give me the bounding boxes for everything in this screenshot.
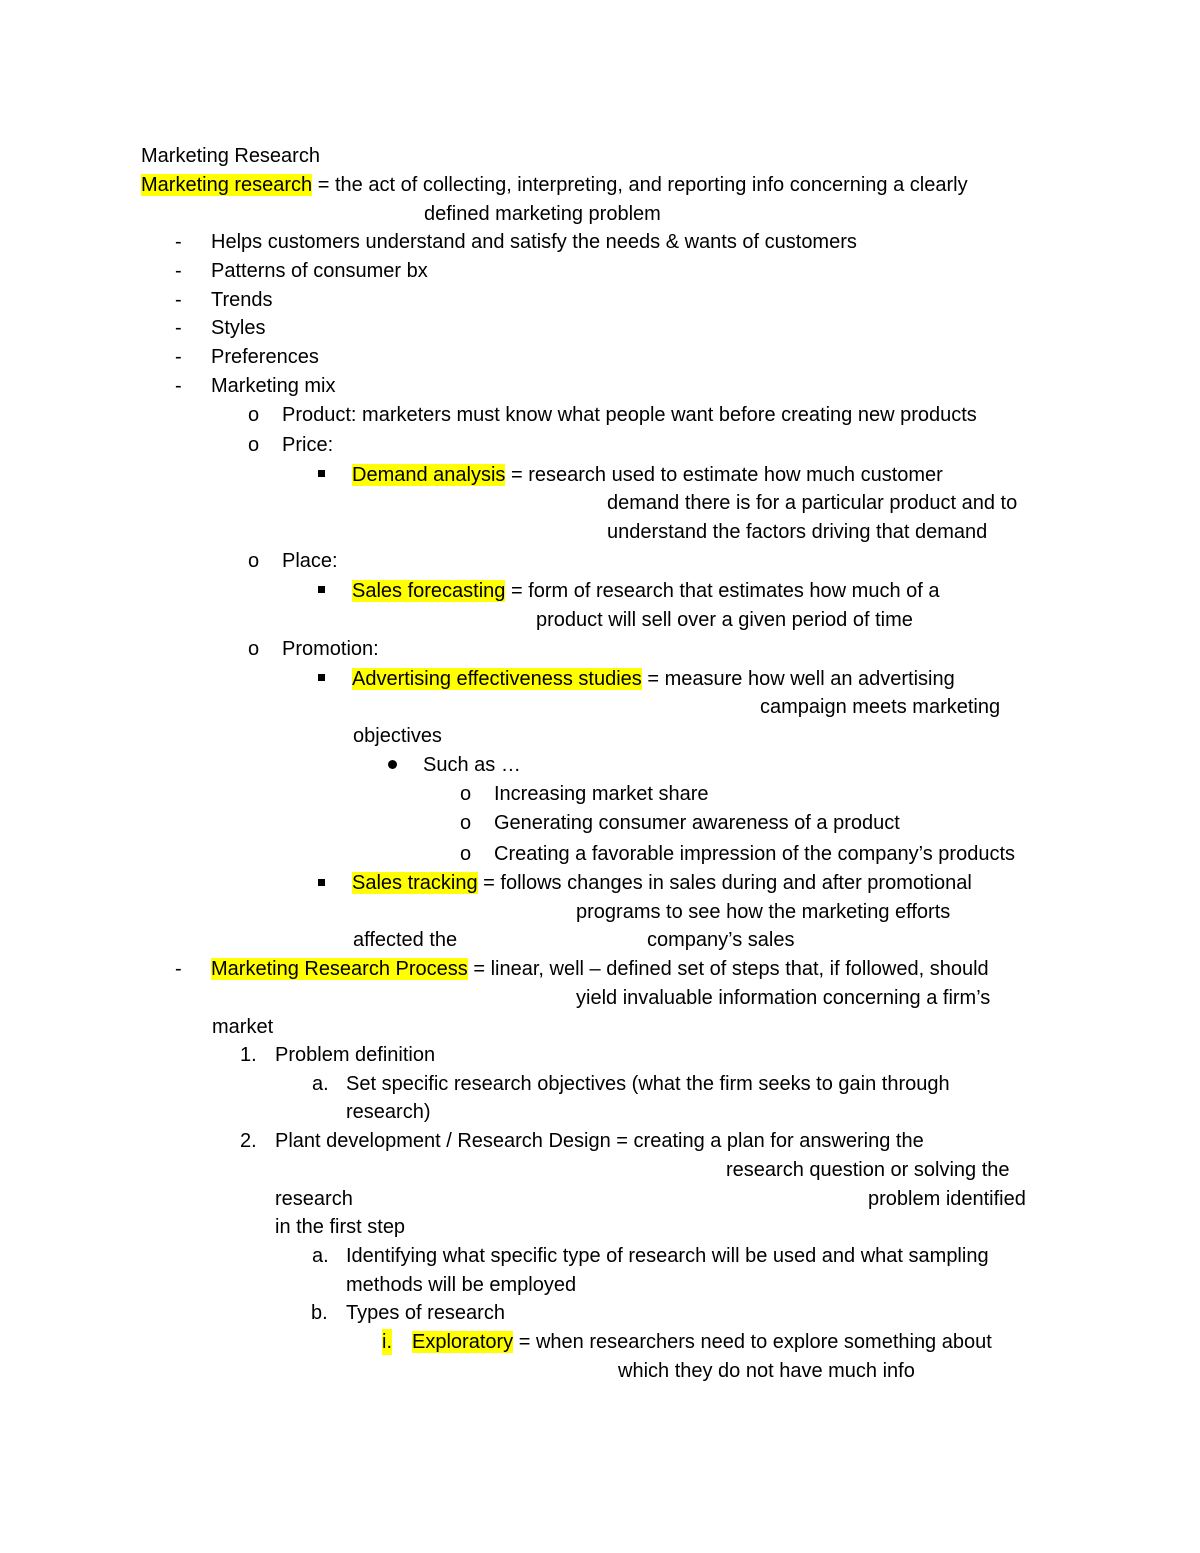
step-research-design: Plant development / Research Design = creating a plan for answering the bbox=[275, 1130, 924, 1152]
sub-step-text: Types of research bbox=[346, 1302, 505, 1324]
term-sales-tracking: Sales tracking bbox=[352, 872, 478, 894]
dash-marker: - bbox=[175, 375, 182, 397]
definition-continuation: defined marketing problem bbox=[424, 203, 661, 225]
definition-continuation: product will sell over a given period of time bbox=[536, 609, 913, 631]
example-item: Creating a favorable impression of the company’s products bbox=[494, 843, 1016, 865]
definition-continuation: demand there is for a particular product and to bbox=[607, 492, 1018, 514]
term-exploratory: Exploratory bbox=[412, 1331, 514, 1353]
term-sales-forecasting: Sales forecasting bbox=[352, 580, 506, 602]
sub-step-continuation: research) bbox=[346, 1101, 431, 1123]
square-bullet-icon bbox=[318, 470, 325, 477]
sub-step-continuation: methods will be employed bbox=[346, 1274, 577, 1296]
definition-sales-forecasting bbox=[352, 578, 940, 604]
list-item: Preferences bbox=[211, 346, 319, 368]
term-research-process: Marketing Research Process bbox=[211, 958, 468, 980]
definition-text: = the act of collecting, interpreting, and reporting info concerning a clearly bbox=[312, 174, 968, 196]
definition-continuation: yield invaluable information concerning a firm’s bbox=[576, 987, 991, 1009]
circle-marker: o bbox=[248, 550, 260, 572]
step-number: 1. bbox=[240, 1044, 257, 1066]
definition-advertising-effectiveness bbox=[352, 666, 955, 692]
definition-continuation: understand the factors driving that demand bbox=[607, 521, 988, 543]
circle-marker: o bbox=[460, 783, 472, 805]
definition-text: = form of research that estimates how much of a bbox=[505, 580, 940, 602]
step-continuation: in the first step bbox=[275, 1216, 406, 1238]
example-item: Generating consumer awareness of a product bbox=[494, 812, 900, 834]
list-item: Patterns of consumer bx bbox=[211, 260, 428, 282]
definition-marketing-research bbox=[141, 172, 968, 198]
dash-marker: - bbox=[175, 958, 182, 980]
mix-product: Product: marketers must know what people want before creating new products bbox=[282, 404, 977, 426]
mix-place: Place: bbox=[282, 550, 338, 572]
definition-continuation: which they do not have much info bbox=[618, 1360, 915, 1382]
such-as: Such as … bbox=[423, 754, 521, 776]
definition-text: = measure how well an advertising bbox=[641, 668, 955, 690]
definition-continuation: market bbox=[212, 1016, 274, 1038]
mix-promotion: Promotion: bbox=[282, 638, 379, 660]
step-continuation: research bbox=[275, 1188, 353, 1210]
circle-marker: o bbox=[248, 404, 260, 426]
definition-text: = linear, well – defined set of steps that, if followed, should bbox=[467, 958, 989, 980]
square-bullet-icon bbox=[318, 674, 325, 681]
list-item: Trends bbox=[211, 289, 273, 311]
circle-marker: o bbox=[460, 843, 472, 865]
definition-continuation: affected the bbox=[353, 929, 458, 951]
definition-exploratory bbox=[412, 1329, 992, 1355]
list-item: Styles bbox=[211, 317, 266, 339]
term-marketing-research: Marketing research bbox=[141, 174, 313, 196]
square-bullet-icon bbox=[318, 586, 325, 593]
square-bullet-icon bbox=[318, 879, 325, 886]
sub-step-letter: b. bbox=[311, 1302, 328, 1324]
step-continuation: problem identified bbox=[868, 1188, 1026, 1210]
circle-marker: o bbox=[248, 638, 260, 660]
example-item: Increasing market share bbox=[494, 783, 709, 805]
dash-marker: - bbox=[175, 346, 182, 368]
list-item: Marketing mix bbox=[211, 375, 336, 397]
dash-marker: - bbox=[175, 317, 182, 339]
definition-continuation: campaign meets marketing bbox=[760, 696, 1001, 718]
sub-step-letter: a. bbox=[312, 1245, 329, 1267]
page-title: Marketing Research bbox=[141, 145, 320, 167]
definition-continuation: objectives bbox=[353, 725, 442, 747]
sub-step-letter: a. bbox=[312, 1073, 329, 1095]
circle-marker: o bbox=[248, 434, 260, 456]
round-bullet-icon bbox=[388, 760, 397, 769]
dash-marker: - bbox=[175, 260, 182, 282]
definition-text: = research used to estimate how much customer bbox=[505, 464, 943, 486]
definition-research-process bbox=[211, 956, 989, 982]
step-number: 2. bbox=[240, 1130, 257, 1152]
definition-text: = follows changes in sales during and after promotional bbox=[477, 872, 972, 894]
step-continuation: research question or solving the bbox=[726, 1159, 1010, 1181]
definition-sales-tracking bbox=[352, 870, 972, 896]
dash-marker: - bbox=[175, 231, 182, 253]
definition-demand-analysis bbox=[352, 462, 943, 488]
definition-continuation: company’s sales bbox=[647, 929, 795, 951]
term-demand-analysis: Demand analysis bbox=[352, 464, 506, 486]
definition-continuation: programs to see how the marketing efforts bbox=[576, 901, 951, 923]
definition-text: = when researchers need to explore something about bbox=[513, 1331, 992, 1353]
list-item: Helps customers understand and satisfy the needs & wants of customers bbox=[211, 231, 857, 253]
circle-marker: o bbox=[460, 812, 472, 834]
sub-step-text: Identifying what specific type of research will be used and what sampling bbox=[346, 1245, 989, 1267]
sub-step-text: Set specific research objectives (what the firm seeks to gain through bbox=[346, 1073, 950, 1095]
term-advertising-effectiveness: Advertising effectiveness studies bbox=[352, 668, 642, 690]
mix-price: Price: bbox=[282, 434, 334, 456]
dash-marker: - bbox=[175, 289, 182, 311]
step-problem-definition: Problem definition bbox=[275, 1044, 436, 1066]
roman-numeral: i. bbox=[382, 1331, 392, 1353]
